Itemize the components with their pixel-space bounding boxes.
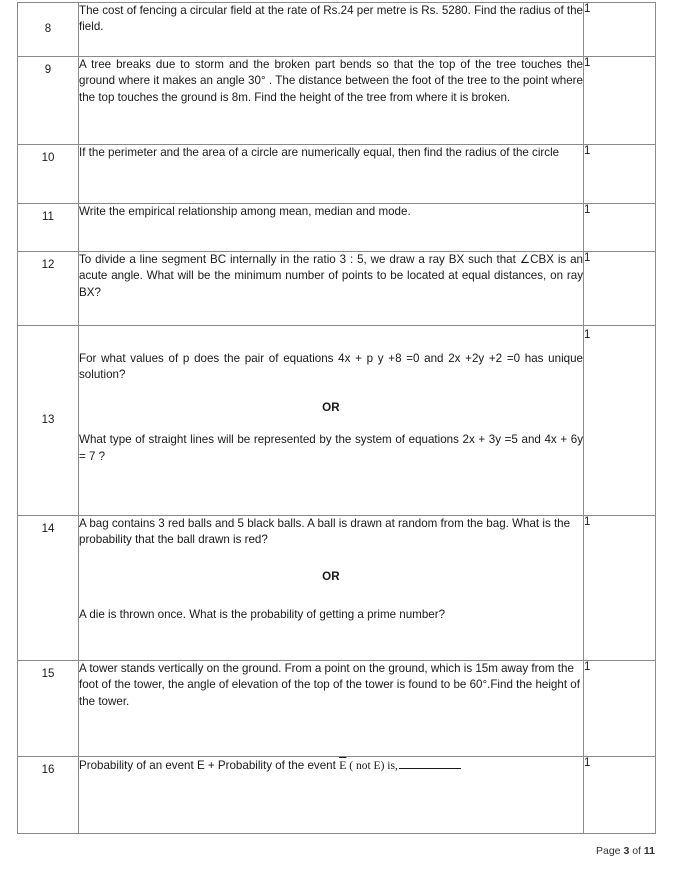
table-row (18, 661, 656, 757)
marks-cell: 1 (584, 516, 656, 661)
marks-cell: 1 (584, 204, 656, 252)
question-number: 13 (41, 413, 55, 426)
table-row (18, 516, 656, 661)
question-paragraph: Write the empirical relationship among mean, median and mode. (79, 205, 411, 218)
question-number-cell (18, 661, 79, 757)
table-row (18, 252, 656, 326)
question-paragraph: A bag contains 3 red balls and 5 black balls. A ball is drawn at random from the bag. What is the probability that the ball drawn is red? (79, 517, 571, 547)
question-number: 8 (44, 22, 52, 35)
question-number: 16 (41, 764, 55, 776)
question-text-cell (79, 757, 584, 834)
question-text-lead: Probability of an event E + Probability of the event (79, 759, 340, 772)
question-paragraph-alt: What type of straight lines will be represented by the system of equations 2x + 3y =5 and 4x + 6y = 7 ? (79, 433, 583, 463)
marks-cell: 1 (584, 757, 656, 834)
table-row (18, 757, 656, 834)
or-separator: OR (322, 569, 340, 583)
table-row (18, 204, 656, 252)
question-paragraph: A tower stands vertically on the ground. From a point on the ground, which is 15m away from the foot of the tower, the angle of elevation of the top of the tower is found to be 60°.Find the height of the tower. (79, 662, 580, 708)
question-paragraph: For what values of p does the pair of equations 4x + p y +8 =0 and 2x +2y +2 =0 has unique solution? (79, 352, 583, 382)
marks-cell: 1 (584, 252, 656, 326)
question-number-cell (18, 252, 79, 326)
marks-cell: 1 (584, 145, 656, 204)
question-number: 9 (44, 64, 52, 76)
question-text-tail: ( not E) is, (346, 760, 398, 772)
question-paragraph (79, 757, 583, 774)
question-paragraph: The cost of fencing a circular field at the rate of Rs.24 per metre is Rs. 5280. Find the radius of the field. (79, 4, 583, 34)
question-number: 14 (41, 523, 55, 535)
question-text-cell (79, 145, 584, 204)
answer-blank[interactable] (399, 758, 461, 769)
footer-prefix: Page (596, 845, 624, 857)
table-row (18, 3, 656, 57)
footer-middle: of (629, 845, 644, 857)
question-number-cell (18, 3, 79, 57)
question-number-cell (18, 204, 79, 252)
question-paragraph: To divide a line segment BC internally in the ratio 3 : 5, we draw a ray BX such that ∠CBX is an acute angle. What will be the minimum number of points to be located at equal distances, on ray BX? (79, 253, 583, 299)
event-complement-symbol: $\overline{E}$ (339, 758, 347, 772)
question-number-cell (18, 516, 79, 661)
question-paragraph: If the perimeter and the area of a circle are numerically equal, then find the radius of the circle (79, 146, 560, 159)
question-number: 12 (41, 259, 55, 271)
question-number: 11 (42, 211, 54, 223)
question-paragraph-alt: A die is thrown once. What is the probability of getting a prime number? (79, 608, 446, 622)
question-number-cell (18, 57, 79, 145)
marks-cell: 1 (584, 661, 656, 757)
question-paragraph: A tree breaks due to storm and the broken part bends so that the top of the tree touches the ground where it makes an angle 30° . The distance between the foot of the tree to the point where the top touches the ground is 8m. Find the height of the tree from where it is broken. (79, 58, 583, 104)
question-text-cell (79, 57, 584, 145)
or-separator: OR (322, 400, 340, 414)
question-text-cell (79, 3, 584, 57)
question-number: 15 (41, 668, 55, 680)
question-text-cell (79, 252, 584, 326)
table-row (18, 145, 656, 204)
marks-cell: 1 (584, 326, 656, 516)
question-text-cell (79, 516, 584, 661)
question-number-cell (18, 326, 79, 516)
question-number-cell (18, 145, 79, 204)
question-text-cell (79, 204, 584, 252)
table-row (18, 57, 656, 145)
question-text-cell (79, 661, 584, 757)
question-number-cell (18, 757, 79, 834)
question-number: 10 (41, 152, 55, 164)
table-row (18, 326, 656, 516)
question-text-cell (79, 326, 584, 516)
footer-page-number: 3 (623, 845, 630, 857)
marks-cell: 1 (584, 3, 656, 57)
footer-total-pages: 11 (643, 845, 655, 857)
marks-cell: 1 (584, 57, 656, 145)
page-footer (0, 845, 655, 857)
questions-table (17, 2, 656, 834)
